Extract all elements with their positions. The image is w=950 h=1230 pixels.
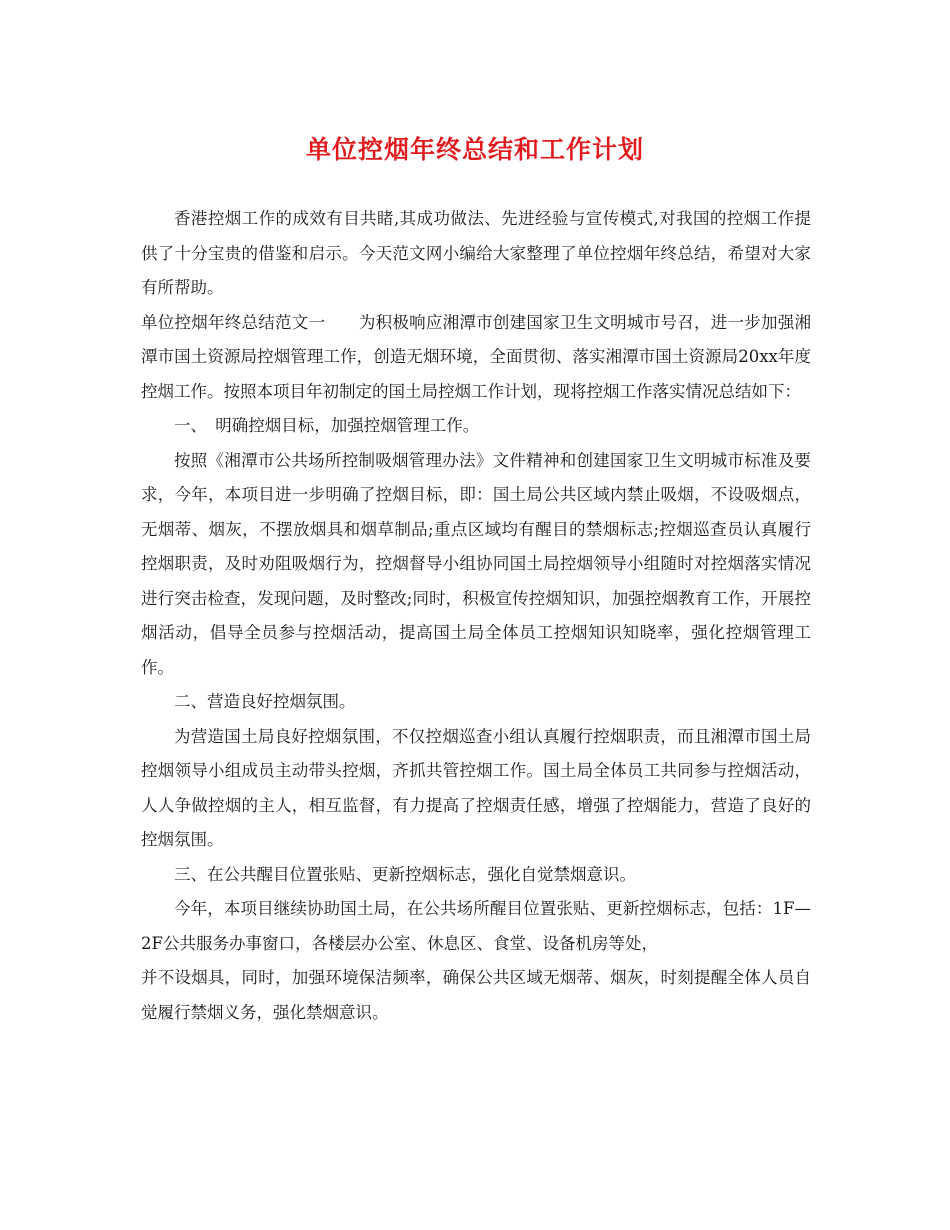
document-title: 单位控烟年终总结和工作计划 [305,135,644,164]
section-paragraph-3: 今年，本项目继续协助国土局，在公共场所醒目位置张贴、更新控烟标志，包括：1F—2F公共服务办事窗口，各楼层办公室、休息区、食堂、设备机房等处， [141,899,811,953]
section-paragraph-3-continued: 并不设烟具，同时，加强环境保洁频率，确保公共区域无烟蒂、烟灰，时刻提醒全体人员自觉履行禁烟义务，强化禁烟意识。 [141,968,811,1022]
section-paragraph-2: 为营造国土局良好控烟氛围，不仅控烟巡查小组认真履行控烟职责，而且湘潭市国土局控烟领导小组成员主动带头控烟，齐抓共管控烟工作。国土局全体员工共同参与控烟活动，人人争做控烟的主人，相互监督，有力提高了控烟责任感，增强了控烟能力，营造了良好的控烟氛围。 [141,726,811,849]
section-heading-1: 一、 明确控烟目标，加强控烟管理工作。 [174,416,480,435]
section-paragraph-1: 按照《湘潭市公共场所控制吸烟管理办法》文件精神和创建国家卫生文明城市标准及要求，今年，本项目进一步明确了控烟目标，即：国土局公共区域内禁止吸烟，不设吸烟点，无烟蒂、烟灰，不摆放烟具和烟草制品;重点区域均有醒目的禁烟标志;控烟巡查员认真履行控烟职责，及时劝阻吸烟行为，控烟督导小组协同国土局控烟领导小组随时对控烟落实情况进行突击检查，发现问题，及时整改;同时，积极宣传控烟知识，加强控烟教育工作，开展控烟活动，倡导全员参与控烟活动，提高国土局全体员工控烟知识知晓率，强化控烟管理工作。 [141,450,811,677]
section-heading-3: 三、在公共醒目位置张贴、更新控烟标志，强化自觉禁烟意识。 [174,864,636,884]
document-body [141,202,811,1030]
sample-intro-paragraph: 单位控烟年终总结范文一 为积极响应湘潭市创建国家卫生文明城市号召，进一步加强湘潭市国土资源局控烟管理工作，创造无烟环境，全面贯彻、落实湘潭市国土资源局20xx年度控烟工作。按照本项目年初制定的国土局控烟工作计划，现将控烟工作落实情况总结如下： [141,312,811,401]
section-heading-2: 二、营造良好控烟氛围。 [174,692,356,711]
intro-paragraph: 香港控烟工作的成效有目共睹,其成功做法、先进经验与宣传模式,对我国的控烟工作提供了十分宝贵的借鉴和启示。今天范文网小编给大家整理了单位控烟年终总结，希望对大家有所帮助。 [141,209,811,297]
